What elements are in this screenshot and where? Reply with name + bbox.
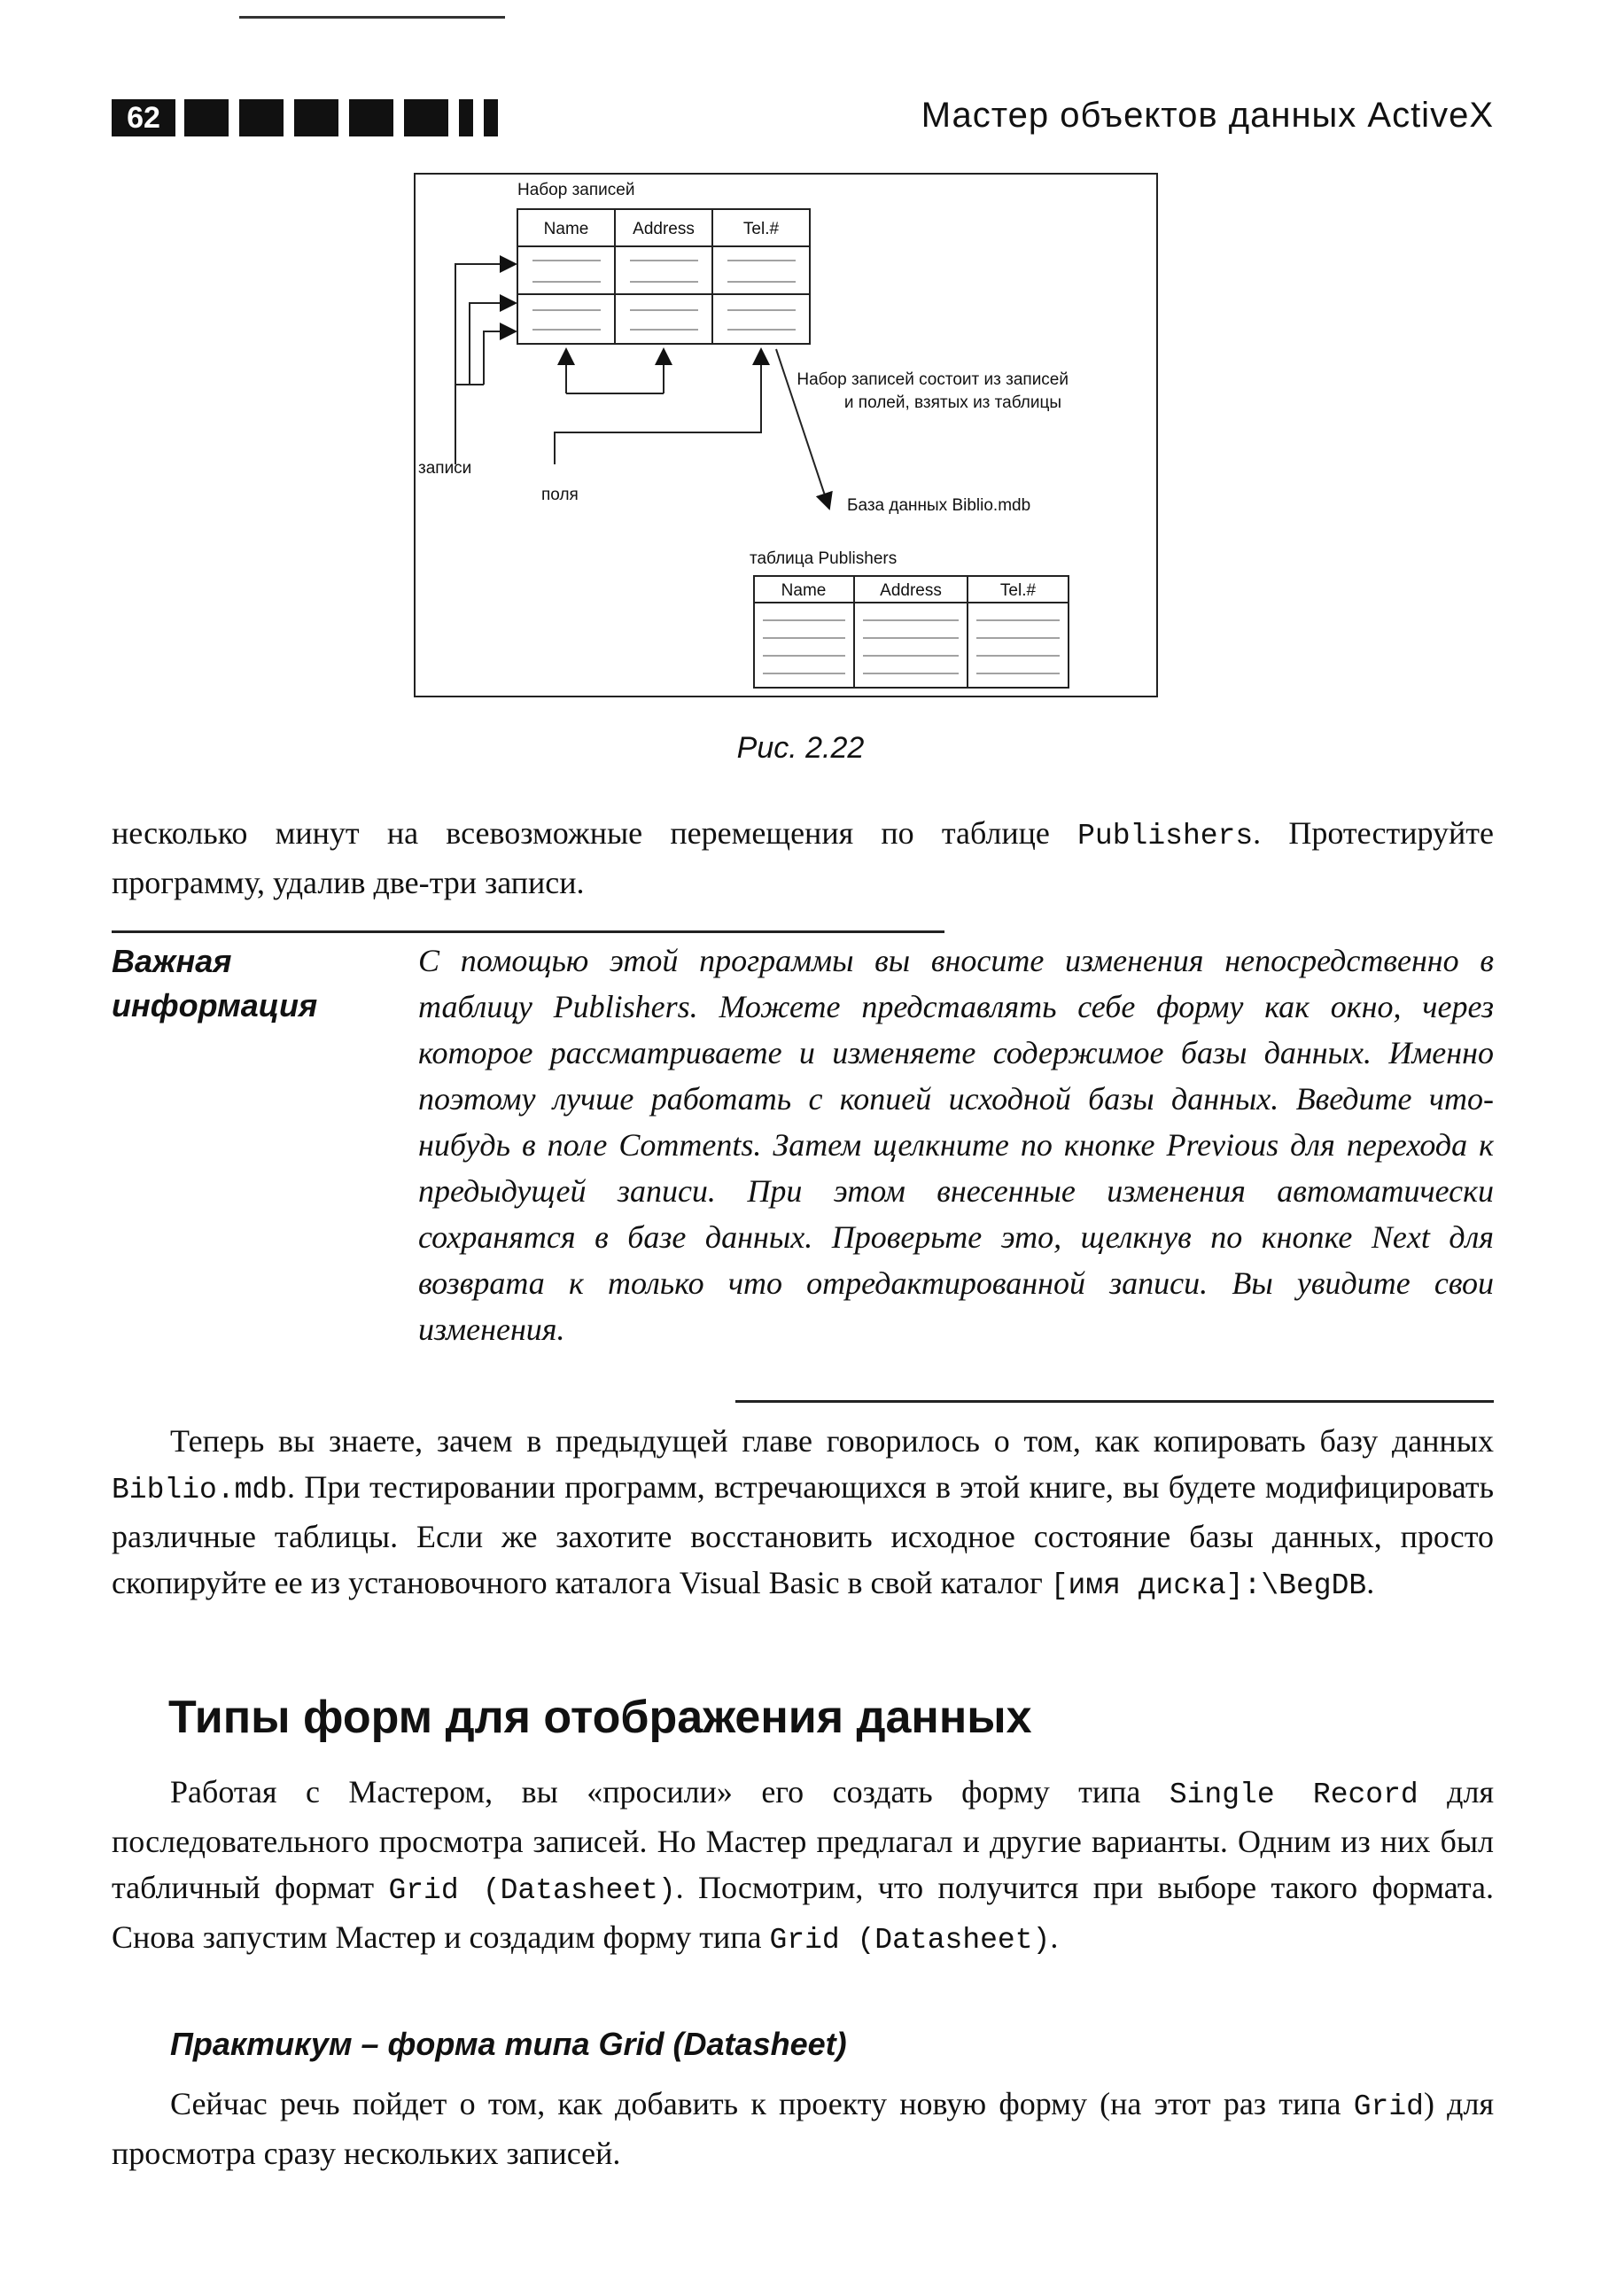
header-bars (184, 99, 498, 136)
publishers-col-tel: Tel.# (999, 581, 1037, 600)
recordset-col-address: Address (633, 220, 695, 238)
paragraph-3: Работая с Мастером, вы «просили» его создать форму типа Single Record для последовательного просмотра записей. Но Мастер предлагал и другие варианты. Одним из них был табличный формат Grid (Datasheet). Посмотрим, что получится при выборе такого формата. Снова запустим Мастер и создадим форму типа Grid (Datasheet). (112, 1774, 1495, 1957)
publishers-col-address: Address (880, 581, 942, 600)
note-rule-top (112, 930, 944, 933)
recordset-note-2: и полей, взятых из таблицы (843, 393, 1061, 412)
subsection-title: Практикум – форма типа Grid (Datasheet) (170, 2026, 847, 2062)
running-title: Мастер объектов данных ActiveX (921, 96, 1494, 135)
table-label: таблица Publishers (750, 549, 898, 568)
note-body: С помощью этой программы вы вносите изменения непосредственно в таблицу Publishers. Можете представлять себе форму как окно, через которое рассматриваете и изменяете содержимое базы данных. Именно поэтому лучше работать с копией исходной базы данных. Введите что-нибудь в поле Comments. Затем щелкните по кнопке Previous для перехода к предыдущей записи. При этом внесенные изменения автоматически сохранятся в базе данных. Проверьте это, щелкнув по кнопке Next для возврата к только что отредактированной записи. Вы увидите свои изменения. (418, 943, 1494, 1347)
paragraph-1: несколько минут на всевозможные перемещения по таблице Publishers. Протестируйте программу, удалив две-три записи. (112, 815, 1495, 900)
figure-caption: Рис. 2.22 (736, 731, 865, 765)
paragraph-2: Теперь вы знаете, зачем в предыдущей главе говорилось о том, как копировать базу данных Biblio.mdb. При тестировании программ, встречающихся в этой книге, вы будете модифицировать различные таблицы. Если же захотите восстановить исходное состояние базы данных, просто скопируйте ее из установочного каталога Visual Basic в свой каталог [имя диска]:\BegDB. (112, 1423, 1494, 1602)
top-rule (239, 16, 505, 19)
paragraph-4: Сейчас речь пойдет о том, как добавить к проекту новую форму (на этот раз типа Grid) для просмотра сразу нескольких записей. (112, 2086, 1495, 2171)
note-label: Важная информация (112, 943, 318, 1023)
records-label: записи (418, 459, 472, 478)
database-label: База данных Biblio.mdb (847, 496, 1031, 515)
running-header (112, 96, 1494, 138)
note-rule-bottom (735, 1400, 1494, 1403)
figure-frame (415, 174, 1157, 697)
recordset-label: Набор записей (517, 181, 635, 199)
publishers-col-name: Name (781, 581, 827, 600)
figure-recordset-diagram (413, 172, 1161, 700)
fields-label: поля (541, 486, 579, 504)
recordset-note-1: Набор записей состоит из записей (797, 370, 1069, 389)
section-title: Типы форм для отображения данных (168, 1692, 1032, 1743)
recordset-col-tel: Tel.# (742, 220, 780, 238)
recordset-col-name: Name (543, 220, 589, 238)
diagram-svg (413, 172, 1161, 700)
page-number: 62 (112, 99, 175, 136)
